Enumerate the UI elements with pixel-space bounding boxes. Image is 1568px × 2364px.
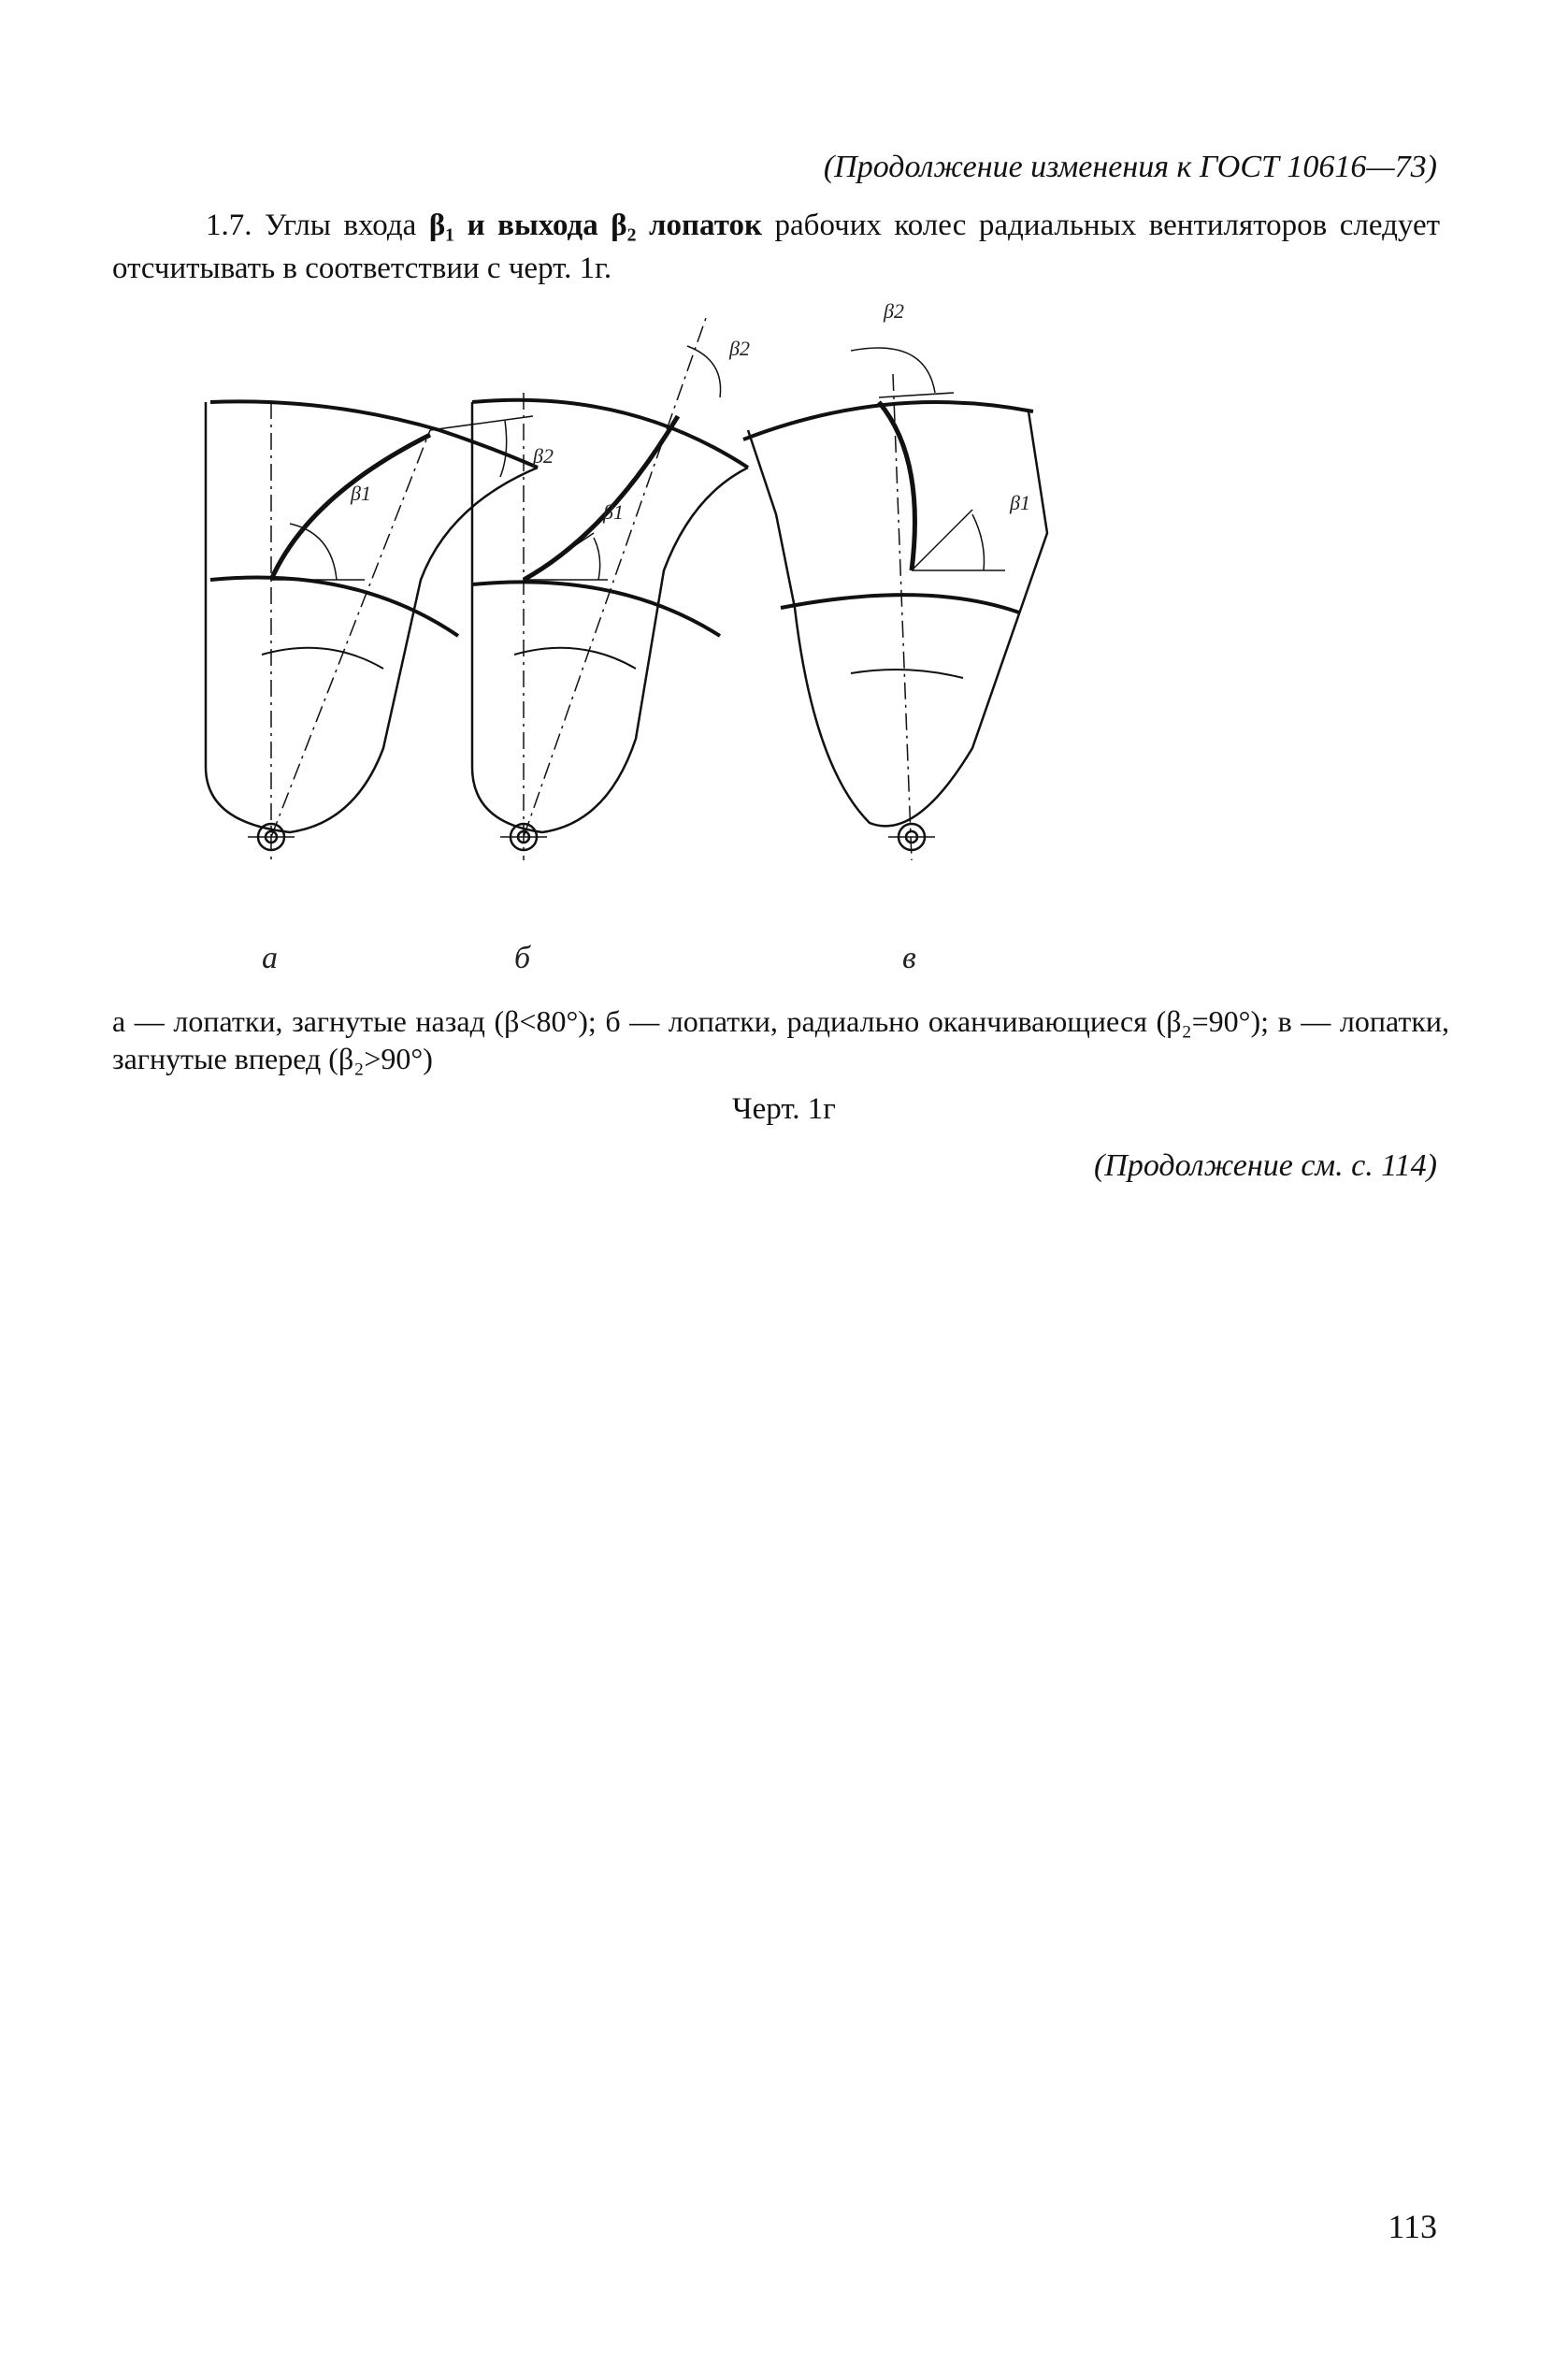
panel-c-drawing bbox=[743, 348, 1047, 860]
panel-b-beta2-label: β2 bbox=[729, 337, 750, 360]
panel-c-beta2-label: β2 bbox=[884, 299, 904, 323]
beta1-symbol: β₁ bbox=[428, 209, 455, 242]
panel-b-label: б bbox=[514, 941, 531, 975]
continuation-footer: (Продолжение см. с. 114) bbox=[1093, 1148, 1437, 1183]
beta2-symbol: β₂ bbox=[611, 209, 637, 242]
panel-a-beta2-label: β2 bbox=[533, 444, 554, 468]
panel-c-beta1-label: β1 bbox=[1010, 491, 1030, 514]
impeller-blade-figure bbox=[168, 299, 1412, 982]
paragraph-rest: рабочих колес радиальных вентиляторов следует отсчитывать в соответствии с черт. 1г. bbox=[112, 209, 1441, 285]
paragraph-lead: 1.7. Углы входа bbox=[206, 209, 417, 242]
panel-b-drawing bbox=[472, 318, 748, 860]
figure-caption: а — лопатки, загнутые назад (β<80°); б — лопатки, радиально оканчивающиеся (β₂=90°); в — лопатки, загнутые вперед (β₂>90°) bbox=[112, 1004, 1449, 1075]
figure-title: Черт. 1г bbox=[732, 1092, 836, 1126]
page-number: 113 bbox=[1388, 2208, 1437, 2245]
paragraph-mid: и выхода bbox=[467, 209, 598, 242]
panel-c-label: в bbox=[902, 941, 916, 975]
continuation-header: (Продолжение изменения к ГОСТ 10616—73) bbox=[823, 150, 1437, 184]
panel-a-label: а bbox=[262, 941, 278, 975]
paragraph-1-7 bbox=[112, 204, 1440, 290]
panel-a-beta1-label: β1 bbox=[351, 482, 371, 505]
panel-a-drawing bbox=[206, 401, 538, 860]
panel-b-beta1-label: β1 bbox=[603, 500, 624, 524]
paragraph-bold-word: лопаток bbox=[649, 209, 762, 242]
